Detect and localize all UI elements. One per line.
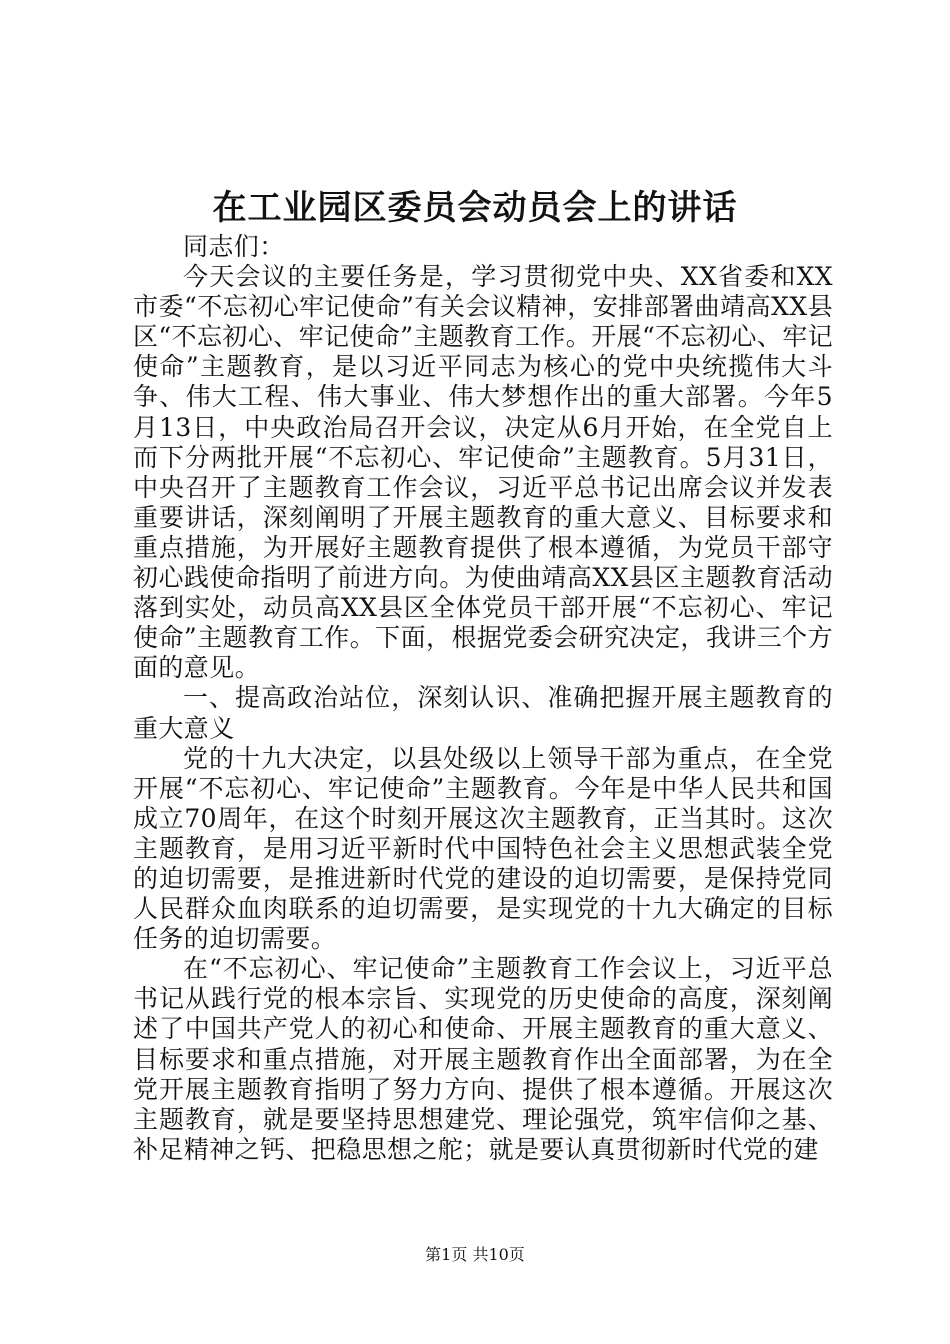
document-title: 在工业园区委员会动员会上的讲话 [212, 188, 738, 228]
page-number-footer: 第1页 共10页 [425, 1245, 525, 1264]
section-heading: 一、提高政治站位，深刻认识、准确把握开展主题教育的重大意义 [133, 683, 833, 743]
body-paragraph: 在“不忘初心、牢记使命”主题教育工作会议上，习近平总书记从践行党的根本宗旨、实现党的历史使命的高度，深刻阐述了中国共产党人的初心和使命、开展主题教育的重大意义、目标要求和重点措施，对开展主题教育作出全面部署，为在全党开展主题教育指明了努力方向、提供了根本遵循。开展这次主题教育，就是要坚持思想建党、理论强党，筑牢信仰之基、补足精神之钙、把稳思想之舵；就是要认真贯彻新时代党的建 [133, 954, 833, 1164]
document-body [133, 232, 833, 1165]
salutation-paragraph: 同志们： [183, 232, 285, 261]
intro-paragraph: 今天会议的主要任务是，学习贯彻党中央、XX省委和XX市委“不忘初心牢记使命”有关会议精神，安排部署曲靖高XX县区“不忘初心、牢记使命”主题教育工作。开展“不忘初心、牢记使命”主题教育，是以习近平同志为核心的党中央统揽伟大斗争、伟大工程、伟大事业、伟大梦想作出的重大部署。今年5月13日，中央政治局召开会议，决定从6月开始，在全党自上而下分两批开展“不忘初心、牢记使命”主题教育。5月31日，中央召开了主题教育工作会议，习近平总书记出席会议并发表重要讲话，深刻阐明了开展主题教育的重大意义、目标要求和重点措施，为开展好主题教育提供了根本遵循，为党员干部守初心践使命指明了前进方向。为使曲靖高XX县区主题教育活动落到实处，动员高XX县区全体党员干部开展“不忘初心、牢记使命”主题教育工作。下面，根据党委会研究决定，我讲三个方面的意见。 [133, 262, 833, 683]
body-paragraph: 党的十九大决定，以县处级以上领导干部为重点，在全党开展“不忘初心、牢记使命”主题教育。今年是中华人民共和国成立70周年，在这个时刻开展这次主题教育，正当其时。这次主题教育，是用习近平新时代中国特色社会主义思想武装全党的迫切需要，是推进新时代党的建设的迫切需要，是保持党同人民群众血肉联系的迫切需要，是实现党的十九大确定的目标任务的迫切需要。 [133, 743, 833, 954]
